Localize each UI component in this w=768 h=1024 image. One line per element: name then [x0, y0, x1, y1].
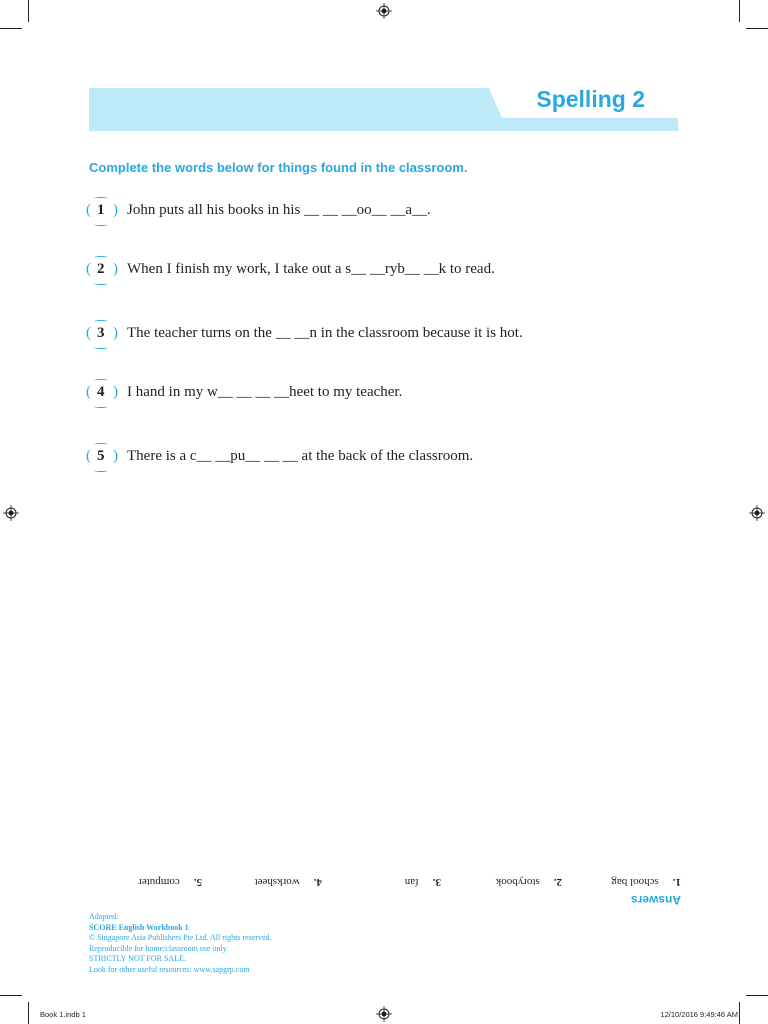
answer-number: 5.: [193, 876, 202, 888]
answer-text: computer: [138, 876, 180, 888]
answer-text: school bag: [611, 876, 659, 888]
crop-mark: [746, 995, 768, 996]
page-title: Spelling 2: [536, 86, 645, 112]
answer-number: 2.: [553, 876, 562, 888]
instruction-text: Complete the words below for things found in the classroom.: [89, 160, 468, 175]
question-text: When I finish my work, I take out a s__ __ryb__ __k to read.: [127, 261, 495, 277]
question-item: [86, 197, 646, 227]
footer-resources: Look for other useful resources: www.sapgrp.com: [89, 964, 250, 974]
answer-item: [611, 876, 681, 888]
crop-mark: [0, 995, 22, 996]
question-text: There is a c__ __pu__ __ __ at the back of the classroom.: [127, 448, 474, 464]
crop-mark: [0, 28, 22, 29]
crop-mark: [28, 1002, 29, 1024]
answer-item: [496, 876, 562, 888]
question-number: 3: [97, 325, 105, 341]
question-item: [86, 443, 646, 473]
crop-mark: [28, 0, 29, 22]
question-number-badge: ( 2 ): [86, 256, 120, 286]
crop-mark: [746, 28, 768, 29]
question-number-badge: ( 3 ): [86, 320, 120, 350]
question-text: The teacher turns on the __ __n in the classroom because it is hot.: [127, 325, 523, 341]
answers-title: Answers: [630, 893, 681, 907]
question-item: [86, 320, 646, 350]
registration-mark-icon: [749, 505, 765, 521]
footer-copyright: © Singapore Asia Publishers Pte Ltd. All rights reserved.: [89, 933, 272, 942]
registration-mark-icon: [3, 505, 19, 521]
registration-mark-icon: [376, 1006, 392, 1022]
answer-item: [255, 876, 322, 888]
question-text: John puts all his books in his __ __ __oo__ __a__.: [127, 202, 431, 218]
question-item: [86, 256, 646, 286]
question-number-badge: ( 4 ): [86, 379, 120, 409]
answer-text: worksheet: [254, 876, 300, 888]
question-number: 4: [97, 384, 105, 400]
answer-number: 4.: [313, 876, 322, 888]
question-number: 1: [97, 202, 105, 218]
slug-file: Book 1.indb 1: [40, 1010, 86, 1019]
crop-mark: [739, 0, 740, 22]
footer-credits: [89, 912, 272, 975]
answer-number: 1.: [672, 876, 681, 888]
answer-item: [405, 876, 441, 888]
answer-text: fan: [404, 876, 419, 888]
question-item: [86, 379, 646, 409]
footer-reproducible: Reproducible for home/classroom use only.: [89, 943, 229, 953]
footer-adapted: Adapted:: [89, 912, 119, 921]
answer-item: [138, 876, 202, 888]
question-number-badge: ( 1 ): [86, 197, 120, 227]
answer-text: storybook: [495, 876, 540, 888]
answer-number: 3.: [432, 876, 441, 888]
question-number: 5: [97, 448, 105, 464]
slug-datetime: 12/10/2016 9:49:46 AM: [660, 1010, 738, 1019]
crop-mark: [739, 1002, 740, 1024]
answers-section: [89, 865, 681, 907]
registration-mark-icon: [376, 3, 392, 19]
question-number-badge: ( 5 ): [86, 443, 120, 473]
footer-source: SCORE English Workbook 1: [89, 922, 189, 932]
question-number: 2: [97, 261, 105, 277]
question-text: I hand in my w__ __ __ __heet to my teacher.: [127, 384, 403, 400]
footer-not-for-sale: STRICTLY NOT FOR SALE.: [89, 954, 186, 963]
